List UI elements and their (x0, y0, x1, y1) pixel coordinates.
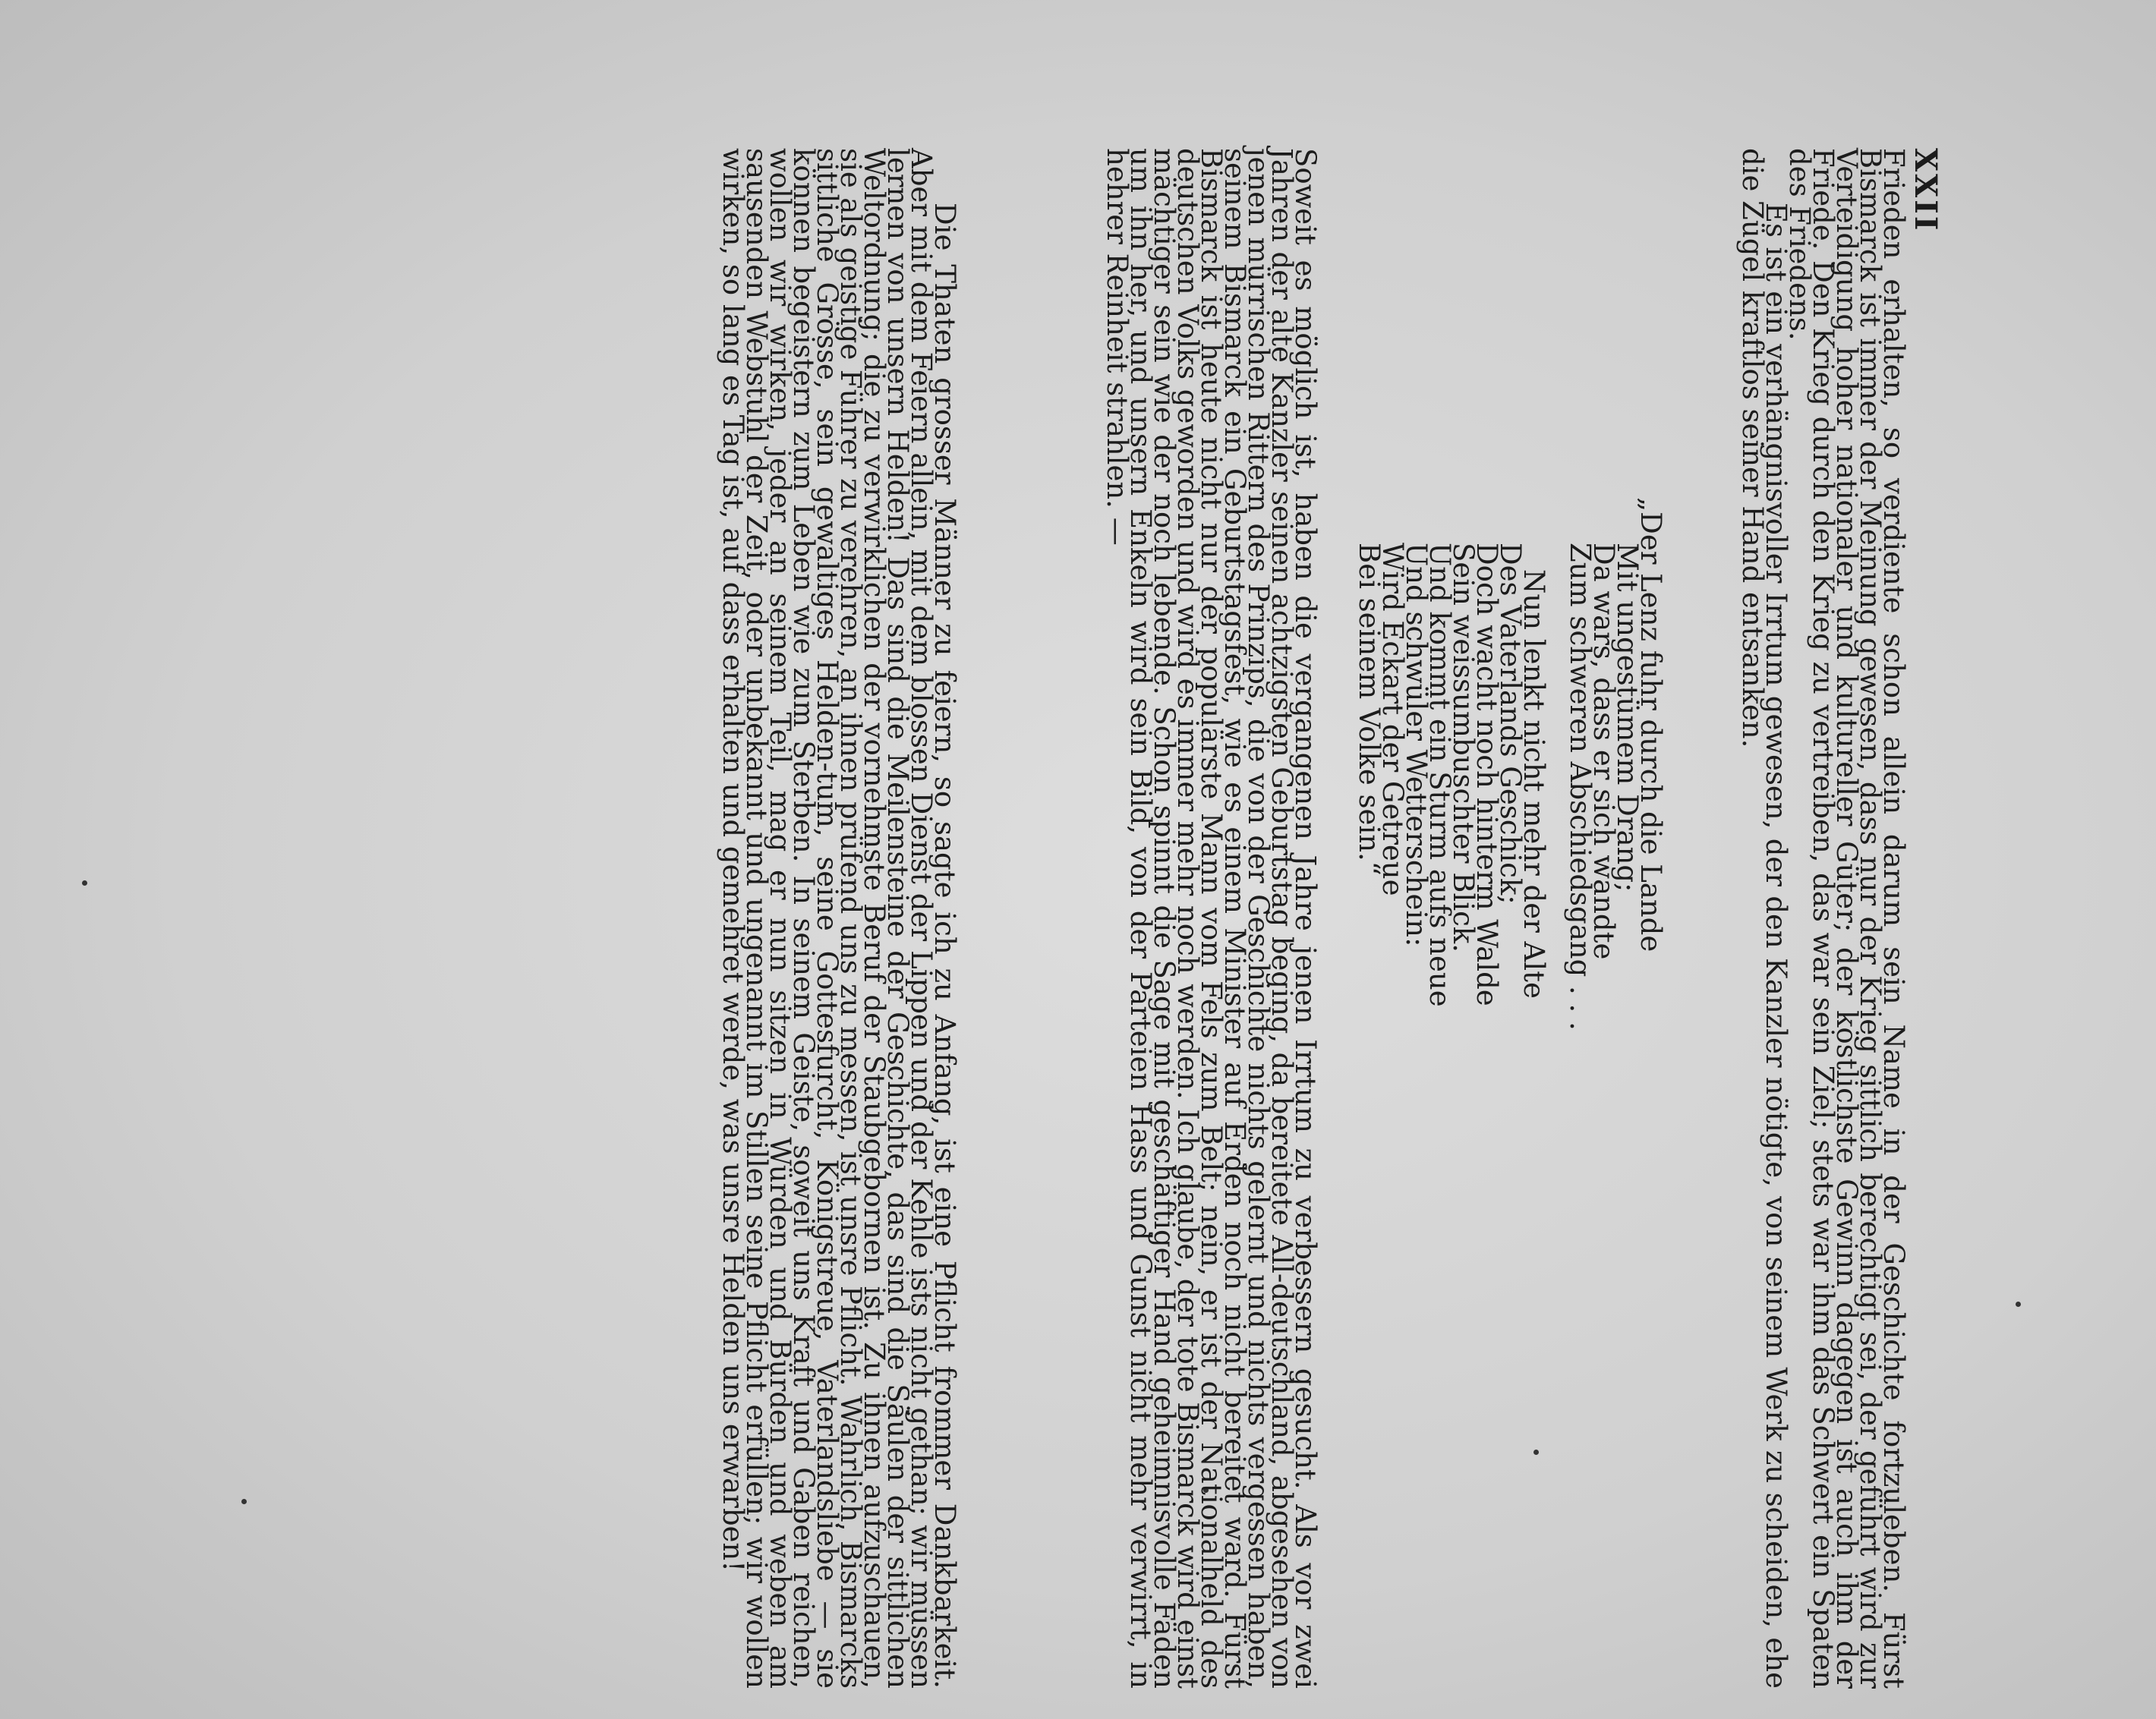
poem-line: Nun lenkt nicht mehr der Alte (1518, 569, 1550, 999)
ink-speck (2016, 1302, 2021, 1307)
poem-line: „Der Lenz fuhr durch die Lande (1634, 497, 1667, 952)
paragraph-soweit: Soweit es möglich ist, haben die vergangenen Jahre jenen Irrtum zu verbessern gesucht. Als vor zwei Jahren der alte Kanzler seinen achtzigsten Geburtstag beging, da bereitete All-deutschland, abgesehen von jenen mürrischen Rittern des Prinzips, die von der Geschichte nichts gelernt und nichts vergessen haben, seinem Bismarck ein Geburtstagsfest, wie es einem Minister auf Erden noch nicht bereitet ward. Fürst Bismarck ist heute nicht nur der populärste Mann vom Fels zum Belt; nein, er ist der Nationalheld des deutschen Volks geworden und wird es immer mehr noch werden. Ich glaube, der tote Bismarck wird einst mächtiger sein wie der noch lebende. Schon spinnt die Sage mit geschäftiger Hand geheimnisvolle Fäden um ihn her, und unsern Enkeln wird sein Bild, von der Parteien Hass und Gunst nicht mehr verwirrt, in hehrer Reinheit strahlen. — (1101, 148, 1322, 1689)
paragraph-thaten: Die Thaten grosser Männer zu feiern, so sagte ich zu Anfang, ist eine Pflicht frommer Dankbarkeit. Aber mit dem Feiern allein, mit dem blossen Dienst der Lippen und der Kehle ists nicht gethan; wir müssen lernen von unsern Helden! Das sind die Meilensteine der Geschichte, das sind die Säulen der sittlichen Weltordnung; die zu verwirklichen der vornehmste Beruf der Staubgebornen ist. Zu ihnen aufzuschauen, sie als geistige Führer zu verehren, an ihnen prüfend uns zu messen, ist unsre Pflicht. Wahrlich, Bismarcks sittliche Grösse, sein gewaltiges Helden-tum, seine Gottesfurcht, Königstreue, Vaterlandsliebe — sie können begeistern zum Leben wie zum Sterben. In seinem Geiste, soweit uns Kraft und Gaben reichen, wollen wir wirken, jeder an seinem Teil, mag er nun sitzen in Würden und Bürden und weben am sausenden Webstuhl der Zeit, oder unbekannt und ungenannt im Stillen seine Pflicht erfüllen; wir wollen wirken, so lang es Tag ist, auf dass erhalten und gemehret werde, was unsre Helden uns erwarben! (717, 148, 961, 1689)
poem-line: Bei seinem Volke sein.“ (1353, 543, 1385, 876)
poem (1335, 490, 1667, 1476)
ink-speck (82, 880, 87, 886)
poem-line: Zum schweren Abschiedsgang . . . (1564, 543, 1597, 1031)
page-number: XXII (1908, 148, 1943, 233)
paragraph-irrtum: Es ist ein verhängnisvoller Irrtum gewesen, der den Kanzler nötigte, von seinem Werk zu scheiden, ehe die Zügel kraftlos seiner Hand entsanken. (1736, 148, 1792, 1689)
poem-line: Und schwüler Wetterschein: (1400, 543, 1433, 947)
poem-line: Des Vaterlands Geschick; (1494, 543, 1527, 905)
paragraph-soweit-block (1101, 148, 1322, 1689)
poem-line: Und kommt ein Sturm aufs neue (1423, 543, 1456, 1007)
poem-line: Mit ungestümem Drang; (1611, 543, 1644, 893)
poem-line: Doch wacht noch hinterm Walde (1470, 543, 1503, 1006)
poem-stanza-2 (1353, 490, 1550, 1476)
poem-line: Sein weissumbuschter Blick. (1447, 543, 1480, 952)
opening-paragraphs (1736, 148, 1910, 1689)
paragraph-frieden: Frieden erhalten, so verdiente schon allein darum sein Name in der Geschichte fortzuleben. Fürst Bismarck ist immer der Meinung gewesen, dass nur der Krieg sittlich berechtigt sei, der geführt wird zur Verteidigung hoher nationaler und kultureller Güter; der köstlichste Gewinn dagegen ist auch ihm der Friede. Den Krieg durch den Krieg zu vertreiben, das war sein Ziel; stets war ihm das Schwert ein Spaten des Friedens. (1783, 148, 1910, 1689)
poem-stanza-1 (1564, 490, 1667, 1476)
poem-line: Wird Eckart der Getreue (1376, 543, 1409, 896)
poem-line: Da wars, dass er sich wandte (1587, 543, 1620, 960)
paragraph-thaten-block (717, 148, 961, 1689)
rotated-book-page (235, 110, 1951, 1704)
